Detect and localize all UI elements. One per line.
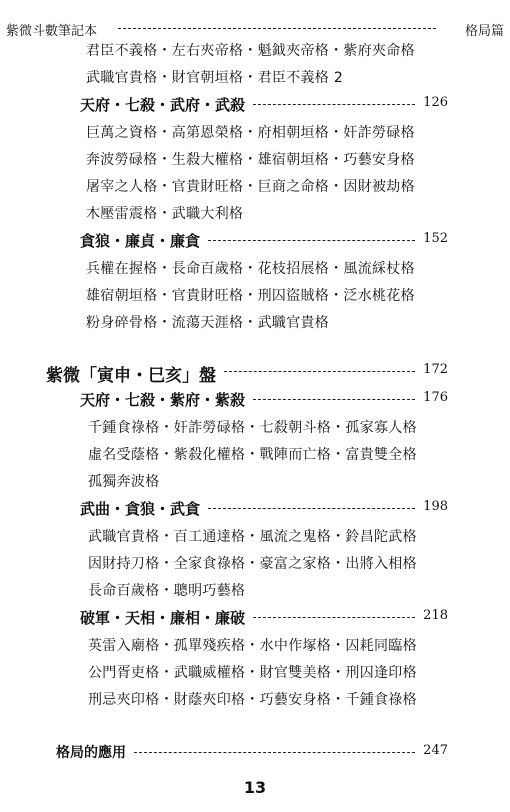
toc-line: [0, 145, 510, 172]
toc-line: [0, 36, 510, 63]
toc-leader: [253, 104, 415, 105]
toc-line: [0, 631, 510, 658]
toc-leader: [208, 508, 415, 509]
book-title: 紫微斗數筆記本: [6, 24, 98, 39]
toc-line: [0, 576, 510, 603]
pattern-line: 因財持刀格・全家食祿格・豪富之家格・出將入相格: [88, 556, 417, 572]
toc-page-number: 247: [423, 743, 448, 758]
toc-leader: [253, 617, 415, 618]
toc-leader: [224, 371, 415, 372]
header-leader: [118, 28, 436, 29]
running-header: [0, 0, 510, 39]
toc-line: [0, 199, 510, 226]
toc-line: [0, 308, 510, 335]
pattern-line: 木壓雷震格・武職大利格: [86, 206, 244, 222]
toc-line: [0, 118, 510, 145]
pattern-line: 奔波勞碌格・生殺大權格・雄宿朝垣格・巧藝安身格: [86, 152, 415, 168]
section-heading: 天府・七殺・紫府・紫殺: [80, 391, 246, 409]
toc-page-number: 176: [423, 390, 448, 405]
pattern-line: 兵權在握格・長命百歲格・花枝招展格・風流綵杖格: [86, 261, 415, 277]
toc-line: [0, 658, 510, 685]
pattern-line: 公門胥吏格・武職威權格・財官雙美格・刑囚逢印格: [88, 665, 417, 681]
final-heading: 格局的應用: [56, 745, 126, 761]
toc-page-number: 126: [423, 95, 448, 110]
toc-page-number: 152: [423, 231, 448, 246]
toc-line: [0, 522, 510, 549]
toc-leader: [253, 399, 415, 400]
toc-line: [0, 413, 510, 440]
toc-line: [0, 90, 510, 118]
pattern-line: 虛名受蔭格・紫殺化權格・戰陣而亡格・富貴雙全格: [88, 447, 417, 463]
toc-line: [0, 281, 510, 308]
toc-leader: [208, 240, 415, 241]
pattern-line: 雄宿朝垣格・官貴財旺格・刑囚盜賊格・泛水桃花格: [86, 288, 415, 304]
pattern-line: 長命百歲格・聰明巧藝格: [88, 583, 246, 599]
chapter-heading: 紫微「寅申・巳亥」盤: [46, 366, 216, 386]
section-heading: 天府・七殺・武府・武殺: [80, 96, 246, 114]
toc-line: [0, 738, 510, 766]
pattern-line: 粉身碎骨格・流蕩天涯格・武職官貴格: [86, 315, 330, 331]
toc-leader: [134, 752, 415, 753]
toc-line: [0, 494, 510, 522]
pattern-line: 千鍾食祿格・奸詐勞碌格・七殺朝斗格・孤家寡人格: [88, 420, 417, 436]
toc-line: [0, 172, 510, 199]
toc-line: [0, 254, 510, 281]
section-heading: 武曲・貪狼・武貪: [80, 500, 201, 518]
section-heading: 破軍・天相・廉相・廉破: [80, 609, 246, 627]
pattern-line: 君臣不義格・左右夾帝格・魁鉞夾帝格・紫府夾命格: [86, 43, 415, 59]
toc-page-number: 172: [423, 362, 448, 377]
toc-line: [0, 385, 510, 413]
pattern-line: 屠宰之人格・官貴財旺格・巨商之命格・因財被劫格: [86, 179, 415, 195]
toc-line: [0, 226, 510, 254]
section-heading: 貪狼・廉貞・廉貪: [80, 232, 201, 250]
toc-line: [0, 440, 510, 467]
pattern-line: 武職官貴格・財官朝垣格・君臣不義格 2: [86, 70, 344, 86]
toc-line: [0, 603, 510, 631]
pattern-line: 武職官貴格・百工通達格・風流之鬼格・鈴昌陀武格: [88, 529, 417, 545]
toc-line: [0, 63, 510, 90]
toc-line: [0, 357, 510, 385]
toc-line: [0, 685, 510, 712]
toc-line: [0, 549, 510, 576]
pattern-line: 英雷入廟格・孤單殘疾格・水中作塚格・囚耗同臨格: [88, 638, 417, 654]
toc-page-number: 218: [423, 608, 448, 623]
pattern-line: 孤獨奔波格: [88, 474, 160, 490]
toc-page-number: 198: [423, 499, 448, 514]
pattern-line: 巨萬之資格・高第恩榮格・府相朝垣格・奸詐勞碌格: [86, 125, 415, 141]
pattern-line: 刑忌夾印格・財蔭夾印格・巧藝安身格・千鍾食祿格: [88, 692, 417, 708]
part-title: 格局篇: [464, 24, 504, 39]
page-number: 13: [243, 778, 267, 797]
toc-line: [0, 467, 510, 494]
